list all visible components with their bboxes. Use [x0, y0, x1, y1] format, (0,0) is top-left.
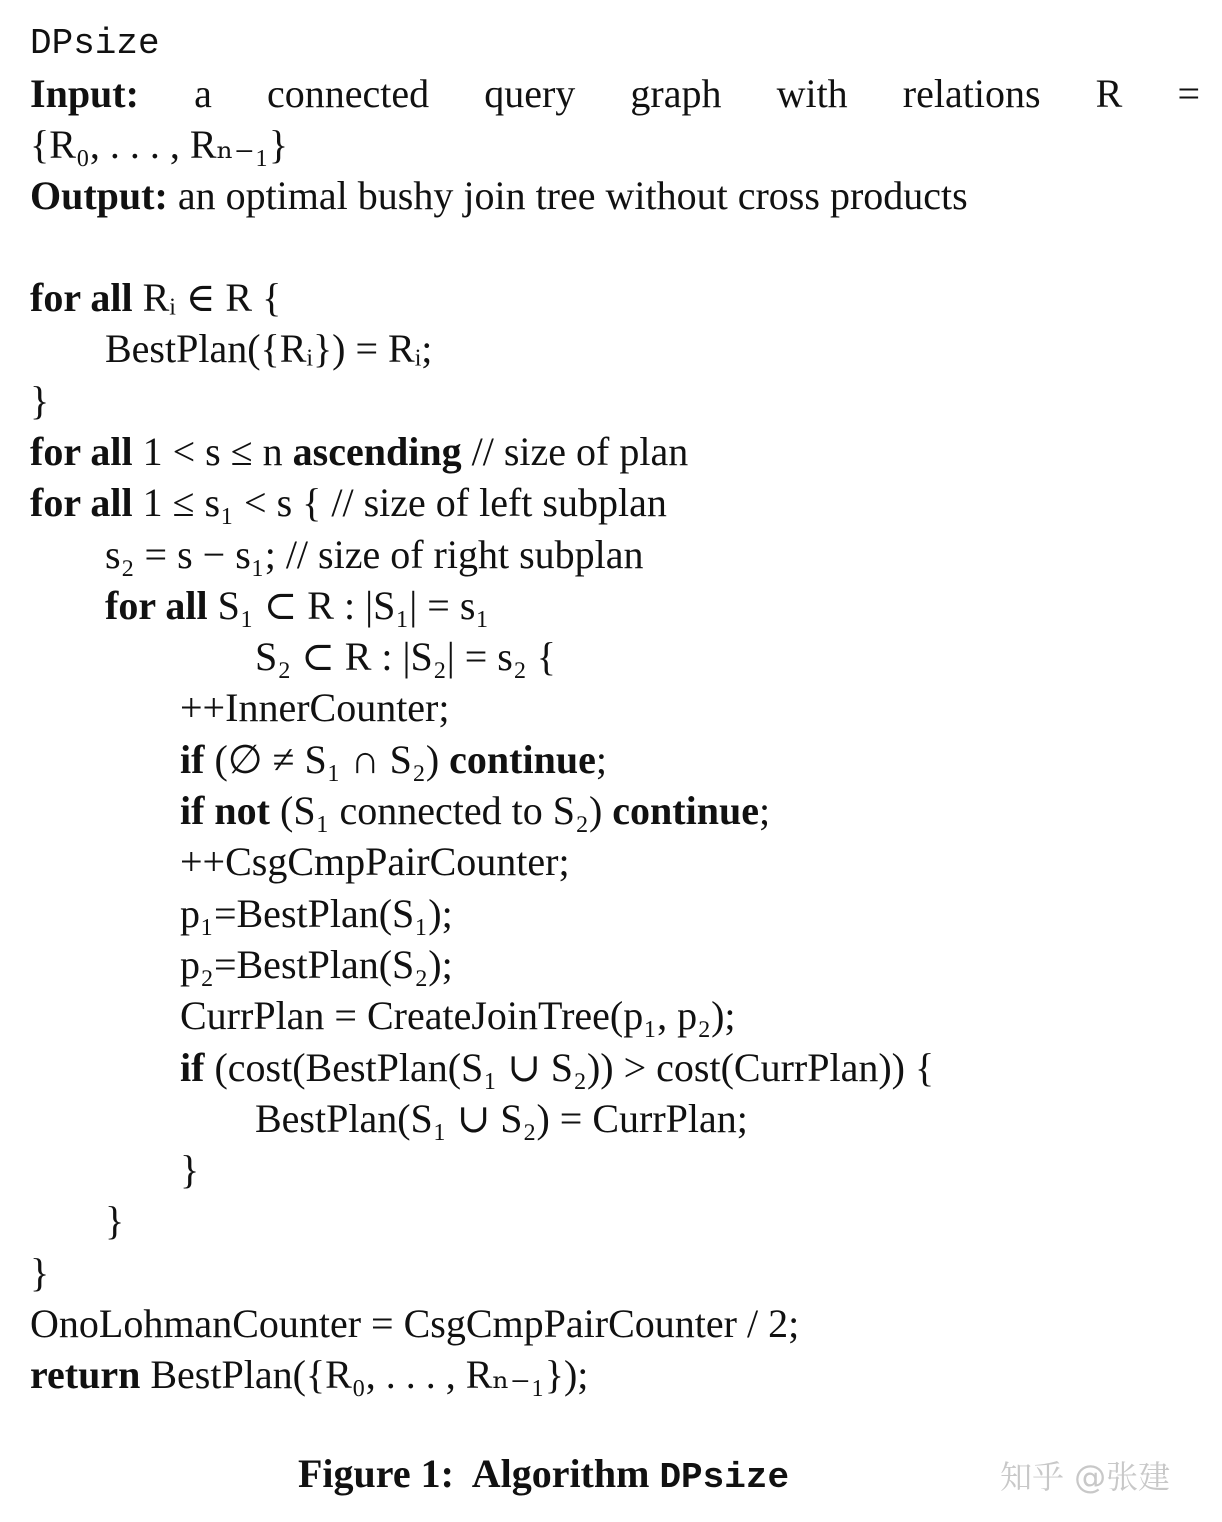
- code-line: }: [30, 1249, 50, 1295]
- code-line: ++CsgCmpPairCounter;: [180, 839, 570, 885]
- figure-caption: [298, 1450, 789, 1498]
- output-spec: [30, 170, 968, 221]
- code-line: OnoLohmanCounter = CsgCmpPairCounter / 2;: [30, 1301, 800, 1346]
- code-line: if (∅ ≠ S₁ ∩ S₂) continue;: [180, 736, 607, 782]
- output-text: an optimal bushy join tree without cross products: [177, 173, 968, 218]
- code-line: s₂ = s − s₁; // size of right subplan: [105, 531, 644, 577]
- code-line: CurrPlan = CreateJoinTree(p₁, p₂);: [180, 993, 736, 1039]
- output-label: Output:: [30, 173, 168, 218]
- code-line: if (cost(BestPlan(S₁ ∪ S₂)) > cost(CurrPlan)) {: [180, 1044, 935, 1090]
- code-line: p₂=BestPlan(S₂);: [180, 941, 453, 987]
- code-line: if not (S₁ connected to S₂) continue;: [180, 788, 771, 833]
- input-text: a connected query graph with relations R =: [194, 71, 1201, 116]
- watermark: 知乎 @张建: [1000, 1458, 1171, 1496]
- input-spec-cont: {R₀, . . . , Rₙ₋₁}: [30, 122, 289, 167]
- code-line: BestPlan(S₁ ∪ S₂) = CurrPlan;: [255, 1095, 748, 1141]
- code-line: }: [30, 377, 50, 423]
- code-line: BestPlan({Rᵢ}) = Rᵢ;: [105, 326, 433, 372]
- code-line: S₂ ⊂ R : |S₂| = s₂ {: [255, 634, 556, 680]
- code-line: for all S₁ ⊂ R : |S₁| = s₁: [105, 582, 490, 628]
- code-line: for all 1 < s ≤ n ascending // size of plan: [30, 428, 689, 474]
- input-label: Input:: [30, 71, 139, 116]
- code-line: for all 1 ≤ s₁ < s { // size of left subplan: [30, 480, 667, 526]
- code-line: ++InnerCounter;: [180, 685, 450, 731]
- code-line: p₁=BestPlan(S₁);: [180, 890, 453, 936]
- input-spec: [30, 68, 1200, 119]
- code-line: return BestPlan({R₀, . . . , Rₙ₋₁});: [30, 1352, 589, 1398]
- code-line: }: [105, 1198, 125, 1244]
- code-line: }: [180, 1147, 200, 1193]
- code-line: for all Rᵢ ∈ R {: [30, 275, 282, 320]
- caption-prefix: Figure 1: Algorithm: [298, 1451, 660, 1496]
- caption-algorithm-name: DPsize: [659, 1457, 790, 1498]
- algorithm-name: DPsize: [30, 23, 160, 64]
